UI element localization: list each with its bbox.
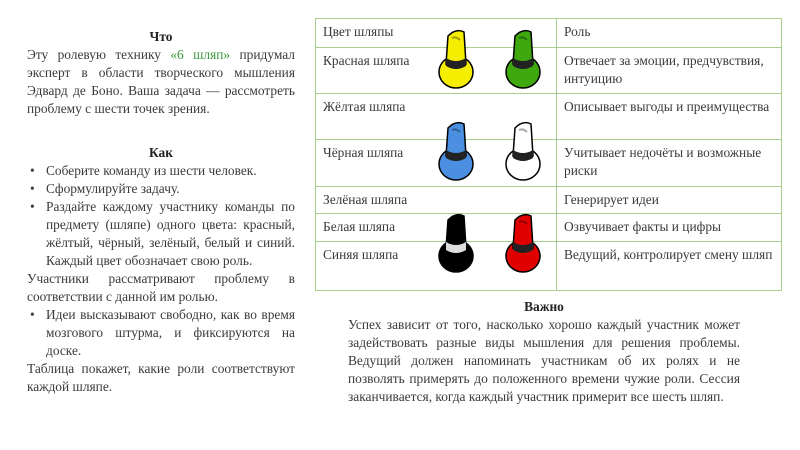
- list-item: • Соберите команду из шести человек.: [27, 162, 295, 180]
- red-hat-icon: [503, 212, 543, 274]
- role-cell: Описывает выгоды и преимущества: [557, 94, 782, 140]
- what-paragraph: [27, 46, 295, 118]
- table-row: [316, 94, 782, 140]
- table-row: [316, 48, 782, 94]
- table-row: [316, 187, 782, 214]
- role-cell: Озвучивает факты и цифры: [557, 214, 782, 242]
- what-heading: Что: [149, 29, 173, 44]
- list-item: • Раздайте каждому участнику команды по предмету (шляпе) одного цвета: красный, жёлтый, чёрный, зелёный, белый и синий. Каждый цвет обозначает свою роль.: [27, 198, 295, 270]
- table-header-row: [316, 19, 782, 48]
- list-item: • Идеи высказывают свободно, как во время мозгового штурма, и фиксируются на доске.: [27, 306, 295, 360]
- header-cell: Цвет шляпы: [316, 19, 557, 48]
- how-list: [27, 162, 295, 270]
- role-cell: Генерирует идеи: [557, 187, 782, 214]
- hat-cell: Красная шляпа: [316, 48, 557, 94]
- hat-cell: Белая шляпа: [316, 214, 557, 242]
- hat-cell: Жёлтая шляпа: [316, 94, 557, 140]
- how-paragraph-2: Таблица покажет, какие роли соответствуют каждой шляпе.: [27, 361, 295, 394]
- hat-cell: Чёрная шляпа: [316, 140, 557, 187]
- blue-hat-icon: [436, 120, 476, 182]
- table-row: [316, 214, 782, 242]
- important-heading: Важно: [524, 299, 564, 314]
- hat-cell: Синяя шляпа: [316, 242, 557, 291]
- green-hat-icon: [503, 28, 543, 90]
- header-cell: Роль: [557, 19, 782, 48]
- white-hat-icon: [503, 120, 543, 182]
- how-paragraph: Участники рассматривают проблему в соответствии с данной им ролью.: [27, 271, 295, 304]
- important-text: Успех зависит от того, насколько хорошо каждый участник может задействовать разные виды мышления для решения проблемы. Ведущий должен напоминать участникам об их ролях и не позволять примерять до положенного времени чужие роли. Сессия заканчивается, когда каждый участник примерит все шесть шляп.: [348, 317, 740, 404]
- instructions-column: [27, 28, 295, 396]
- hat-cell: Зелёная шляпа: [316, 187, 557, 214]
- role-cell: Учитывает недочёты и возможные риски: [557, 140, 782, 187]
- black-hat-icon: [436, 212, 476, 274]
- hats-table: [315, 18, 782, 291]
- what-text-rest: придумал эксперт в области творческого мышления Эдвард де Боно. Ваша задача — рассмотреть проблему с шести точек зрения.: [27, 47, 295, 116]
- role-cell: Отвечает за эмоции, предчувствия, интуицию: [557, 48, 782, 94]
- table-row: [316, 242, 782, 291]
- yellow-hat-icon: [436, 28, 476, 90]
- role-cell: Ведущий, контролирует смену шляп: [557, 242, 782, 291]
- what-text: Эту ролевую технику: [27, 47, 171, 62]
- list-item: • Сформулируйте задачу.: [27, 180, 295, 198]
- how-heading: Как: [149, 145, 173, 160]
- important-section: [348, 298, 740, 406]
- table-row: [316, 140, 782, 187]
- six-hats-link[interactable]: «6 шляп»: [170, 47, 231, 62]
